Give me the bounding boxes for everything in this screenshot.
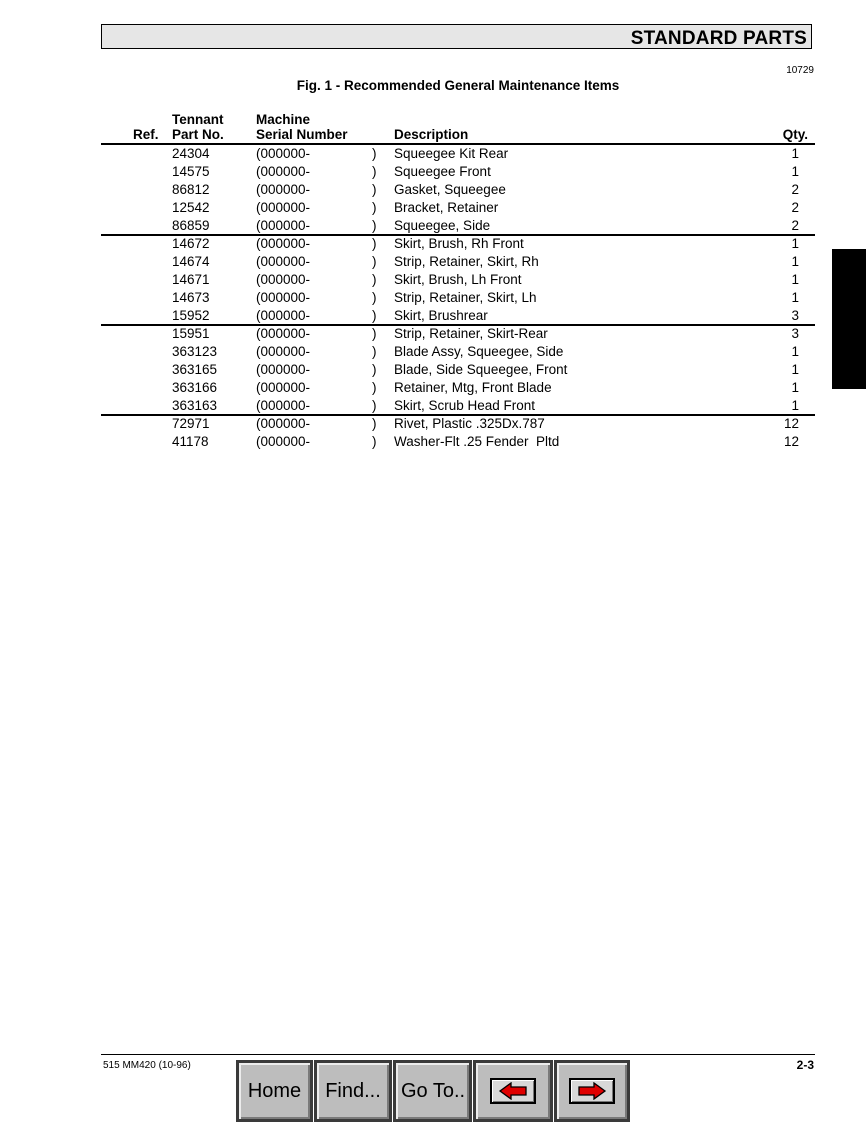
- serial-number: (000000-: [256, 326, 311, 341]
- column-header-qty: Qty.: [782, 127, 808, 142]
- serial-number: (000000-: [256, 344, 311, 359]
- table-row: [101, 343, 815, 361]
- part-number: 363166: [172, 380, 218, 395]
- quantity: 12: [783, 416, 799, 431]
- table-row: [101, 415, 815, 433]
- part-number: 363163: [172, 398, 218, 413]
- table-row: [101, 145, 815, 163]
- part-number: 363165: [172, 362, 218, 377]
- part-number: 15951: [172, 326, 210, 341]
- part-number: 14672: [172, 236, 210, 251]
- table-row: [101, 199, 815, 217]
- serial-close: ): [372, 218, 377, 233]
- serial-close: ): [372, 434, 377, 449]
- part-number: 24304: [172, 146, 210, 161]
- part-number: 15952: [172, 308, 210, 323]
- serial-close: ): [372, 362, 377, 377]
- part-number: 14673: [172, 290, 210, 305]
- serial-number: (000000-: [256, 362, 311, 377]
- table-row: [101, 235, 815, 253]
- quantity: 12: [783, 434, 799, 449]
- serial-number: (000000-: [256, 416, 311, 431]
- quantity: 2: [791, 182, 799, 197]
- quantity: 2: [791, 218, 799, 233]
- serial-number: (000000-: [256, 182, 311, 197]
- quantity: 1: [791, 362, 799, 377]
- quantity: 1: [791, 254, 799, 269]
- part-description: Rivet, Plastic .325Dx.787: [394, 416, 545, 431]
- table-row: [101, 379, 815, 397]
- column-header-ref: Ref.: [133, 127, 159, 142]
- document-code: 10729: [786, 65, 814, 76]
- column-header-part: Tennant Part No.: [172, 112, 224, 142]
- quantity: 1: [791, 146, 799, 161]
- serial-number: (000000-: [256, 272, 311, 287]
- serial-number: (000000-: [256, 380, 311, 395]
- part-number: 14575: [172, 164, 210, 179]
- part-description: Skirt, Brush, Rh Front: [394, 236, 524, 251]
- serial-number: (000000-: [256, 398, 311, 413]
- part-description: Squeegee Kit Rear: [394, 146, 509, 161]
- part-number: 41178: [172, 434, 209, 449]
- next-page-button[interactable]: [554, 1060, 630, 1122]
- table-row: [101, 181, 815, 199]
- quantity: 1: [791, 236, 799, 251]
- part-number: 86812: [172, 182, 210, 197]
- quantity: 3: [791, 326, 799, 341]
- arrow-left-icon: [498, 1082, 528, 1100]
- serial-close: ): [372, 344, 377, 359]
- column-header-serial: Machine Serial Number: [256, 112, 348, 142]
- page-number: 2-3: [796, 1058, 814, 1072]
- find-button[interactable]: Find...: [314, 1060, 392, 1122]
- part-number: 363123: [172, 344, 218, 359]
- part-description: Strip, Retainer, Skirt-Rear: [394, 326, 548, 341]
- part-description: Skirt, Brush, Lh Front: [394, 272, 522, 287]
- serial-close: ): [372, 146, 377, 161]
- table-row: [101, 253, 815, 271]
- serial-close: ): [372, 236, 377, 251]
- part-description: Strip, Retainer, Skirt, Lh: [394, 290, 537, 305]
- quantity: 1: [791, 272, 799, 287]
- goto-button[interactable]: Go To..: [393, 1060, 472, 1122]
- part-number: 14671: [172, 272, 210, 287]
- figure-title: Fig. 1 - Recommended General Maintenance Items: [296, 78, 620, 93]
- part-description: Retainer, Mtg, Front Blade: [394, 380, 552, 395]
- part-number: 72971: [172, 416, 210, 431]
- home-button[interactable]: Home: [236, 1060, 313, 1122]
- part-description: Skirt, Brushrear: [394, 308, 488, 323]
- serial-number: (000000-: [256, 434, 311, 449]
- part-description: Washer-Flt .25 Fender Pltd: [394, 434, 560, 449]
- table-row: [101, 289, 815, 307]
- part-description: Blade Assy, Squeegee, Side: [394, 344, 564, 359]
- part-description: Squeegee Front: [394, 164, 491, 179]
- part-description: Bracket, Retainer: [394, 200, 499, 215]
- serial-number: (000000-: [256, 218, 311, 233]
- table-row: [101, 325, 815, 343]
- section-header-bar: [101, 24, 812, 49]
- serial-number: (000000-: [256, 146, 311, 161]
- column-header-description: Description: [394, 127, 469, 142]
- part-number: 14674: [172, 254, 210, 269]
- section-title: STANDARD PARTS: [630, 28, 807, 49]
- serial-close: ): [372, 398, 377, 413]
- table-row: [101, 217, 815, 235]
- quantity: 1: [791, 164, 799, 179]
- serial-close: ): [372, 200, 377, 215]
- serial-close: ): [372, 272, 377, 287]
- serial-close: ): [372, 164, 377, 179]
- serial-close: ): [372, 380, 377, 395]
- serial-number: (000000-: [256, 308, 311, 323]
- table-row: [101, 361, 815, 379]
- serial-number: (000000-: [256, 164, 311, 179]
- serial-number: (000000-: [256, 236, 311, 251]
- part-description: Blade, Side Squeegee, Front: [394, 362, 568, 377]
- part-description: Squeegee, Side: [394, 218, 491, 233]
- part-description: Skirt, Scrub Head Front: [394, 398, 536, 413]
- table-row: [101, 163, 815, 181]
- quantity: 1: [791, 380, 799, 395]
- table-row: [101, 271, 815, 289]
- quantity: 3: [791, 308, 799, 323]
- serial-close: ): [372, 326, 377, 341]
- serial-number: (000000-: [256, 200, 311, 215]
- part-number: 12542: [172, 200, 210, 215]
- quantity: 1: [791, 344, 799, 359]
- quantity: 1: [791, 290, 799, 305]
- table-row: [101, 397, 815, 415]
- serial-close: ): [372, 182, 377, 197]
- footer-document-ref: 515 MM420 (10-96): [103, 1060, 191, 1071]
- footer-rule: [101, 1054, 815, 1055]
- section-tab: [832, 249, 866, 389]
- serial-number: (000000-: [256, 254, 311, 269]
- serial-close: ): [372, 254, 377, 269]
- part-description: Strip, Retainer, Skirt, Rh: [394, 254, 539, 269]
- part-description: Gasket, Squeegee: [394, 182, 506, 197]
- previous-page-button[interactable]: [473, 1060, 553, 1122]
- serial-close: ): [372, 290, 377, 305]
- serial-close: ): [372, 416, 377, 431]
- serial-number: (000000-: [256, 290, 311, 305]
- quantity: 2: [791, 200, 799, 215]
- serial-close: ): [372, 308, 377, 323]
- table-row: [101, 307, 815, 325]
- quantity: 1: [791, 398, 799, 413]
- part-number: 86859: [172, 218, 210, 233]
- arrow-right-icon: [577, 1082, 607, 1100]
- table-row: [101, 433, 815, 451]
